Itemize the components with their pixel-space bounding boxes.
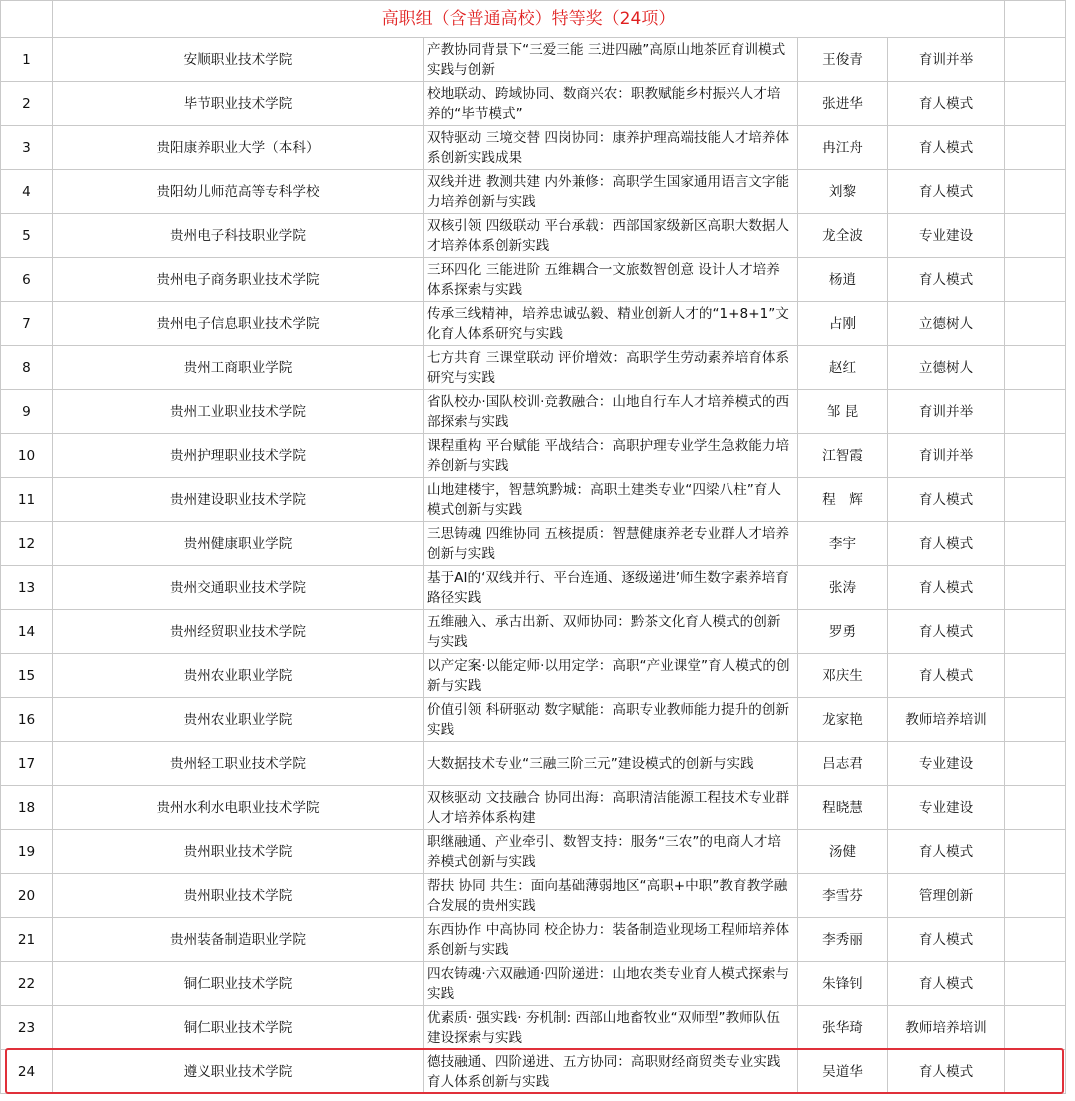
table-row [1, 786, 1066, 830]
empty-cell [1005, 126, 1066, 170]
row-number: 7 [1, 302, 53, 346]
row-number: 1 [1, 38, 53, 82]
leader-name: 张进华 [798, 82, 888, 126]
project-title: 价值引领 科研驱动 数字赋能：高职专业教师能力提升的创新实践 [424, 698, 798, 742]
school-name: 安顺职业技术学院 [53, 38, 424, 82]
row-number: 20 [1, 874, 53, 918]
empty-cell [1005, 478, 1066, 522]
row-number: 5 [1, 214, 53, 258]
empty-cell [1005, 38, 1066, 82]
project-title: 课程重构 平台赋能 平战结合：高职护理专业学生急救能力培养创新与实践 [424, 434, 798, 478]
award-category: 专业建设 [888, 742, 1005, 786]
row-number: 2 [1, 82, 53, 126]
award-category: 育人模式 [888, 1050, 1005, 1094]
table-row [1, 654, 1066, 698]
project-title: 双线并进 教测共建 内外兼修：高职学生国家通用语言文字能力培养创新与实践 [424, 170, 798, 214]
leader-name: 龙全波 [798, 214, 888, 258]
award-category: 育训并举 [888, 38, 1005, 82]
leader-name: 王俊青 [798, 38, 888, 82]
table-row [1, 610, 1066, 654]
leader-name: 李秀丽 [798, 918, 888, 962]
school-name: 贵州电子科技职业学院 [53, 214, 424, 258]
table-row [1, 126, 1066, 170]
school-name: 贵州健康职业学院 [53, 522, 424, 566]
table-row [1, 1050, 1066, 1094]
award-category: 育人模式 [888, 610, 1005, 654]
row-number: 11 [1, 478, 53, 522]
leader-name: 李雪芬 [798, 874, 888, 918]
row-number: 13 [1, 566, 53, 610]
row-number: 9 [1, 390, 53, 434]
row-number: 6 [1, 258, 53, 302]
school-name: 贵州电子信息职业技术学院 [53, 302, 424, 346]
leader-name: 邹 昆 [798, 390, 888, 434]
leader-name: 杨逍 [798, 258, 888, 302]
table-row [1, 258, 1066, 302]
table-row [1, 170, 1066, 214]
empty-cell [1005, 830, 1066, 874]
table-row [1, 214, 1066, 258]
leader-name: 程 辉 [798, 478, 888, 522]
leader-name: 龙家艳 [798, 698, 888, 742]
leader-name: 刘黎 [798, 170, 888, 214]
leader-name: 吴道华 [798, 1050, 888, 1094]
project-title: 以产定案·以能定师·以用定学：高职“产业课堂”育人模式的创新与实践 [424, 654, 798, 698]
row-number: 21 [1, 918, 53, 962]
school-name: 贵州水利水电职业技术学院 [53, 786, 424, 830]
project-title: 优素质· 强实践· 夯机制: 西部山地畜牧业“双师型”教师队伍建设探索与实践 [424, 1006, 798, 1050]
school-name: 贵州职业技术学院 [53, 830, 424, 874]
empty-cell [1005, 302, 1066, 346]
table-row [1, 346, 1066, 390]
row-number: 8 [1, 346, 53, 390]
award-category: 立德树人 [888, 302, 1005, 346]
empty-cell [1005, 258, 1066, 302]
empty-cell [1005, 698, 1066, 742]
school-name: 遵义职业技术学院 [53, 1050, 424, 1094]
row-number: 17 [1, 742, 53, 786]
school-name: 贵阳幼儿师范高等专科学校 [53, 170, 424, 214]
row-number: 19 [1, 830, 53, 874]
row-number: 23 [1, 1006, 53, 1050]
project-title: 四农铸魂·六双融通·四阶递进：山地农类专业育人模式探索与实践 [424, 962, 798, 1006]
row-number: 22 [1, 962, 53, 1006]
school-name: 贵州电子商务职业技术学院 [53, 258, 424, 302]
award-category: 专业建设 [888, 786, 1005, 830]
school-name: 铜仁职业技术学院 [53, 962, 424, 1006]
table-row [1, 918, 1066, 962]
empty-cell [1005, 566, 1066, 610]
project-title: 东西协作 中高协同 校企协力：装备制造业现场工程师培养体系创新与实践 [424, 918, 798, 962]
leader-name: 程晓慧 [798, 786, 888, 830]
table-row [1, 698, 1066, 742]
award-category: 教师培养培训 [888, 1006, 1005, 1050]
school-name: 贵州建设职业技术学院 [53, 478, 424, 522]
leader-name: 张华琦 [798, 1006, 888, 1050]
table-row [1, 962, 1066, 1006]
table-row [1, 830, 1066, 874]
empty-cell [1005, 214, 1066, 258]
award-category: 育训并举 [888, 390, 1005, 434]
leader-name: 罗勇 [798, 610, 888, 654]
project-title: 双核驱动 文技融合 协同出海：高职清洁能源工程技术专业群人才培养体系构建 [424, 786, 798, 830]
award-category: 育人模式 [888, 126, 1005, 170]
project-title: 七方共育 三课堂联动 评价增效：高职学生劳动素养培育体系研究与实践 [424, 346, 798, 390]
table-row [1, 566, 1066, 610]
empty-cell [1005, 390, 1066, 434]
award-category: 立德树人 [888, 346, 1005, 390]
row-number: 24 [1, 1050, 53, 1094]
leader-name: 吕志君 [798, 742, 888, 786]
project-title: 帮扶 协同 共生：面向基础薄弱地区“高职+中职”教育教学融合发展的贵州实践 [424, 874, 798, 918]
school-name: 贵州轻工职业技术学院 [53, 742, 424, 786]
project-title: 职继融通、产业牵引、数智支持：服务“三农”的电商人才培养模式创新与实践 [424, 830, 798, 874]
row-number: 3 [1, 126, 53, 170]
leader-name: 朱锋钊 [798, 962, 888, 1006]
empty-cell [1005, 610, 1066, 654]
award-category: 育训并举 [888, 434, 1005, 478]
project-title: 基于AI的‘双线并行、平台连通、逐级递进’师生数字素养培育路径实践 [424, 566, 798, 610]
empty-cell [1005, 962, 1066, 1006]
award-category: 育人模式 [888, 830, 1005, 874]
school-name: 贵州经贸职业技术学院 [53, 610, 424, 654]
title-left-cell [1, 1, 53, 38]
empty-cell [1005, 786, 1066, 830]
table-row [1, 522, 1066, 566]
empty-cell [1005, 654, 1066, 698]
school-name: 贵州职业技术学院 [53, 874, 424, 918]
award-category: 育人模式 [888, 82, 1005, 126]
leader-name: 赵红 [798, 346, 888, 390]
row-number: 4 [1, 170, 53, 214]
row-number: 14 [1, 610, 53, 654]
leader-name: 汤健 [798, 830, 888, 874]
school-name: 贵州装备制造职业学院 [53, 918, 424, 962]
leader-name: 占刚 [798, 302, 888, 346]
project-title: 省队校办·国队校训·竞教融合：山地自行车人才培养模式的西部探索与实践 [424, 390, 798, 434]
project-title: 传承三线精神，培养忠诚弘毅、精业创新人才的“1+8+1”文化育人体系研究与实践 [424, 302, 798, 346]
row-number: 18 [1, 786, 53, 830]
school-name: 贵州护理职业技术学院 [53, 434, 424, 478]
award-category: 育人模式 [888, 170, 1005, 214]
leader-name: 江智霞 [798, 434, 888, 478]
empty-cell [1005, 918, 1066, 962]
award-category: 教师培养培训 [888, 698, 1005, 742]
project-title: 德技融通、四阶递进、五方协同：高职财经商贸类专业实践育人体系创新与实践 [424, 1050, 798, 1094]
leader-name: 冉江舟 [798, 126, 888, 170]
award-category: 育人模式 [888, 566, 1005, 610]
project-title: 三环四化 三能进阶 五维耦合一文旅数智创意 设计人才培养体系探索与实践 [424, 258, 798, 302]
project-title: 双核引领 四级联动 平台承载：西部国家级新区高职大数据人才培养体系创新实践 [424, 214, 798, 258]
school-name: 毕节职业技术学院 [53, 82, 424, 126]
award-category: 育人模式 [888, 918, 1005, 962]
school-name: 贵阳康养职业大学（本科） [53, 126, 424, 170]
project-title: 五维融入、承古出新、双师协同：黔茶文化育人模式的创新与实践 [424, 610, 798, 654]
project-title: 产教协同背景下“三爱三能 三进四融”高原山地茶匠育训模式实践与创新 [424, 38, 798, 82]
project-title: 三思铸魂 四维协同 五核提质：智慧健康养老专业群人才培养创新与实践 [424, 522, 798, 566]
row-number: 16 [1, 698, 53, 742]
leader-name: 邓庆生 [798, 654, 888, 698]
award-category: 管理创新 [888, 874, 1005, 918]
table-row [1, 82, 1066, 126]
project-title: 校地联动、跨域协同、数商兴农：职教赋能乡村振兴人才培养的“毕节模式” [424, 82, 798, 126]
table-row [1, 742, 1066, 786]
table-row [1, 1006, 1066, 1050]
award-category: 育人模式 [888, 962, 1005, 1006]
school-name: 贵州交通职业技术学院 [53, 566, 424, 610]
empty-cell [1005, 522, 1066, 566]
row-number: 10 [1, 434, 53, 478]
table-title: 高职组（含普通高校）特等奖（24项） [53, 1, 1005, 38]
school-name: 贵州农业职业学院 [53, 654, 424, 698]
project-title: 双特驱动 三境交替 四岗协同：康养护理高端技能人才培养体系创新实践成果 [424, 126, 798, 170]
empty-cell [1005, 1050, 1066, 1094]
table-row [1, 478, 1066, 522]
title-right-cell [1005, 1, 1066, 38]
table-row [1, 38, 1066, 82]
leader-name: 李宇 [798, 522, 888, 566]
row-number: 12 [1, 522, 53, 566]
school-name: 贵州工商职业学院 [53, 346, 424, 390]
leader-name: 张涛 [798, 566, 888, 610]
table-row [1, 434, 1066, 478]
empty-cell [1005, 742, 1066, 786]
award-category: 育人模式 [888, 522, 1005, 566]
table-title-row [1, 1, 1066, 38]
award-category: 育人模式 [888, 654, 1005, 698]
school-name: 铜仁职业技术学院 [53, 1006, 424, 1050]
empty-cell [1005, 1006, 1066, 1050]
empty-cell [1005, 874, 1066, 918]
school-name: 贵州工业职业技术学院 [53, 390, 424, 434]
row-number: 15 [1, 654, 53, 698]
project-title: 大数据技术专业“三融三阶三元”建设模式的创新与实践 [424, 742, 798, 786]
empty-cell [1005, 434, 1066, 478]
empty-cell [1005, 82, 1066, 126]
table-row [1, 874, 1066, 918]
school-name: 贵州农业职业学院 [53, 698, 424, 742]
table-row [1, 302, 1066, 346]
empty-cell [1005, 346, 1066, 390]
award-category: 育人模式 [888, 258, 1005, 302]
award-category: 专业建设 [888, 214, 1005, 258]
award-category: 育人模式 [888, 478, 1005, 522]
table-row [1, 390, 1066, 434]
project-title: 山地建楼宇，智慧筑黔城：高职土建类专业“四梁八柱”育人模式创新与实践 [424, 478, 798, 522]
empty-cell [1005, 170, 1066, 214]
